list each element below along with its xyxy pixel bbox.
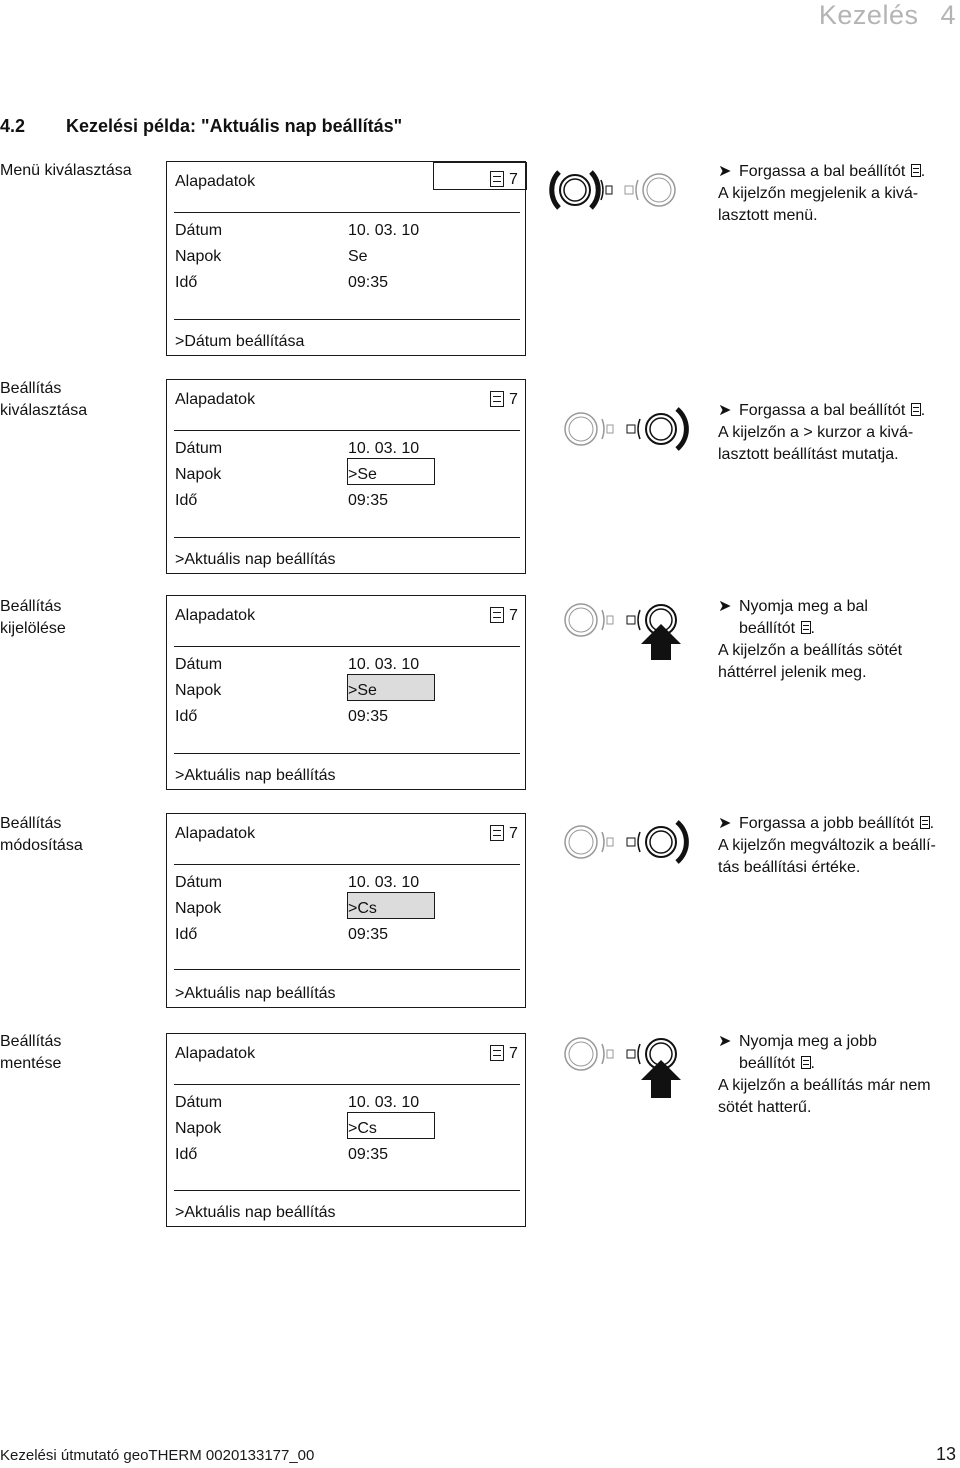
row-value: Se [348, 248, 368, 265]
menu-icon [490, 607, 504, 623]
row-label: Idő [175, 926, 198, 943]
row-value: 10. 03. 10 [348, 440, 420, 457]
instruction-text: Nyomja meg a jobb [739, 1033, 877, 1050]
row-label: Idő [175, 492, 198, 509]
step-label-setting-mark [0, 596, 160, 640]
instruction-block: ➤ Forgassa a bal beállítót . A kijelzőn a > kurzor a kivá- lasztott beállítást mutatja. [718, 400, 958, 466]
knob-illustration-rotate-left [545, 158, 705, 222]
chapter-title: Kezelés [818, 0, 919, 30]
display-screen [166, 813, 526, 1008]
step-label-line: kijelölése [0, 620, 66, 637]
display-footer: >Aktuális nap beállítás [175, 551, 336, 568]
footer-text: Kezelési útmutató geoTHERM 0020133177_00 [0, 1447, 315, 1464]
bullet-arrow-icon: ➤ [718, 815, 732, 832]
instruction-text: sötét hatterű. [718, 1099, 812, 1116]
left-knob-icon [911, 164, 921, 177]
separator [174, 864, 520, 865]
row-value: 09:35 [348, 492, 389, 509]
instruction-text: háttérrel jelenik meg. [718, 664, 867, 681]
display-screen [166, 1033, 526, 1227]
step-label-setting-save [0, 1031, 160, 1075]
menu-icon [490, 1045, 504, 1061]
row-label: Napok [175, 1120, 222, 1137]
row-value: 10. 03. 10 [348, 874, 420, 891]
row-value: 10. 03. 10 [348, 1094, 420, 1111]
separator [174, 430, 520, 431]
separator [174, 537, 520, 538]
separator [174, 646, 520, 647]
instruction-text: lasztott beállítást mutatja. [718, 446, 899, 463]
display-screen [166, 595, 526, 790]
menu-icon [490, 391, 504, 407]
knobs-svg [545, 158, 705, 222]
knob-illustration-press [545, 594, 705, 664]
right-knob-icon [801, 1056, 811, 1069]
step-label-line: Beállítás [0, 1033, 62, 1050]
display-footer: >Aktuális nap beállítás [175, 767, 336, 784]
step-label-line: Menü kiválasztása [0, 162, 132, 179]
step-label-line: Beállítás [0, 380, 62, 397]
display-title: Alapadatok [175, 825, 256, 842]
row-value: 09:35 [348, 708, 389, 725]
row-label: Dátum [175, 222, 223, 239]
display-title: Alapadatok [175, 173, 256, 190]
knob-illustration-rotate-right [545, 810, 705, 874]
instruction-text: beállítót [739, 620, 796, 637]
instruction-text: lasztott menü. [718, 207, 818, 224]
instruction-text: A kijelzőn a beállítás már nem [718, 1077, 931, 1094]
left-knob-icon [911, 403, 921, 416]
separator [174, 969, 520, 970]
row-label: Napok [175, 682, 222, 699]
knobs-svg [545, 594, 705, 664]
menu-number: 7 [509, 825, 518, 842]
row-value: 10. 03. 10 [348, 222, 420, 239]
display-screen [166, 379, 526, 574]
bullet-arrow-icon: ➤ [718, 1033, 732, 1050]
chapter-header [656, 0, 960, 30]
row-label: Dátum [175, 440, 223, 457]
menu-number: 7 [509, 391, 518, 408]
bullet-arrow-icon: ➤ [718, 402, 732, 419]
knobs-svg [545, 810, 705, 874]
knob-illustration-press [545, 1030, 705, 1100]
menu-icon [490, 825, 504, 841]
row-label: Napok [175, 248, 222, 265]
instruction-text: Forgassa a bal beállítót [739, 163, 906, 180]
display-screen [166, 161, 526, 356]
step-label-line: Beállítás [0, 815, 62, 832]
row-label: Napok [175, 900, 222, 917]
instruction-block: ➤ Forgassa a bal beállítót . A kijelzőn megjelenik a kivá- lasztott menü. [718, 161, 958, 227]
row-label: Idő [175, 708, 198, 725]
display-title: Alapadatok [175, 391, 256, 408]
instruction-text: beállítót [739, 1055, 796, 1072]
step-label-setting-modify [0, 813, 160, 857]
knobs-svg [545, 1030, 705, 1100]
display-footer: >Aktuális nap beállítás [175, 985, 336, 1002]
menu-number: 7 [509, 607, 518, 624]
knobs-svg [545, 397, 705, 461]
section-title: Kezelési példa: "Aktuális nap beállítás" [66, 116, 403, 136]
row-label: Dátum [175, 656, 223, 673]
step-label-line: mentése [0, 1055, 62, 1072]
instruction-text: A kijelzőn a beállítás sötét [718, 642, 903, 659]
menu-number: 7 [509, 1045, 518, 1062]
instruction-text: Forgassa a bal beállítót [739, 402, 906, 419]
row-label: Idő [175, 274, 198, 291]
instruction-text: tás beállítási értéke. [718, 859, 861, 876]
bullet-arrow-icon: ➤ [718, 598, 732, 615]
instruction-text: A kijelzőn megjelenik a kivá- [718, 185, 919, 202]
row-value: 09:35 [348, 1146, 389, 1163]
row-value: >Cs [348, 900, 377, 917]
separator [174, 1190, 520, 1191]
page-number: 13 [935, 1444, 956, 1464]
menu-icon [490, 171, 504, 187]
row-value: >Cs [348, 1120, 377, 1137]
row-value: >Se [348, 466, 377, 483]
step-label-line: módosítása [0, 837, 83, 854]
instruction-text: A kijelzőn a > kurzor a kivá- [718, 424, 914, 441]
step-label-line: Beállítás [0, 598, 62, 615]
right-knob-icon [920, 816, 930, 829]
row-value: 09:35 [348, 926, 389, 943]
row-label: Idő [175, 1146, 198, 1163]
instruction-block: ➤ Nyomja meg a jobb beállítót . A kijelzőn a beállítás már nem sötét hatterű. [718, 1031, 958, 1119]
row-label: Napok [175, 466, 222, 483]
chapter-number: 4 [940, 0, 956, 30]
display-title: Alapadatok [175, 607, 256, 624]
separator [174, 212, 520, 213]
separator [174, 753, 520, 754]
section-heading [0, 114, 402, 138]
step-label-line: kiválasztása [0, 402, 88, 419]
separator [174, 319, 520, 320]
row-label: Dátum [175, 874, 223, 891]
step-label-setting-select [0, 378, 160, 422]
row-value: 09:35 [348, 274, 389, 291]
display-footer: >Aktuális nap beállítás [175, 1204, 336, 1221]
display-footer: >Dátum beállítása [175, 333, 305, 350]
display-title: Alapadatok [175, 1045, 256, 1062]
bullet-arrow-icon: ➤ [718, 163, 732, 180]
row-value: 10. 03. 10 [348, 656, 420, 673]
section-number: 4.2 [0, 116, 26, 136]
instruction-block: ➤ Forgassa a jobb beállítót . A kijelzőn megváltozik a beállí- tás beállítási értéke. [718, 813, 958, 879]
menu-number: 7 [509, 171, 518, 188]
separator [174, 1084, 520, 1085]
step-label-menu-select [0, 160, 160, 182]
instruction-text: A kijelzőn megváltozik a beállí- [718, 837, 936, 854]
instruction-text: Nyomja meg a bal [739, 598, 868, 615]
left-knob-icon [801, 621, 811, 634]
knob-illustration-rotate-right [545, 397, 705, 461]
row-label: Dátum [175, 1094, 223, 1111]
instruction-block: ➤ Nyomja meg a bal beállítót . A kijelzőn a beállítás sötét háttérrel jelenik meg. [718, 596, 958, 684]
instruction-text: Forgassa a jobb beállítót [739, 815, 915, 832]
row-value: >Se [348, 682, 377, 699]
